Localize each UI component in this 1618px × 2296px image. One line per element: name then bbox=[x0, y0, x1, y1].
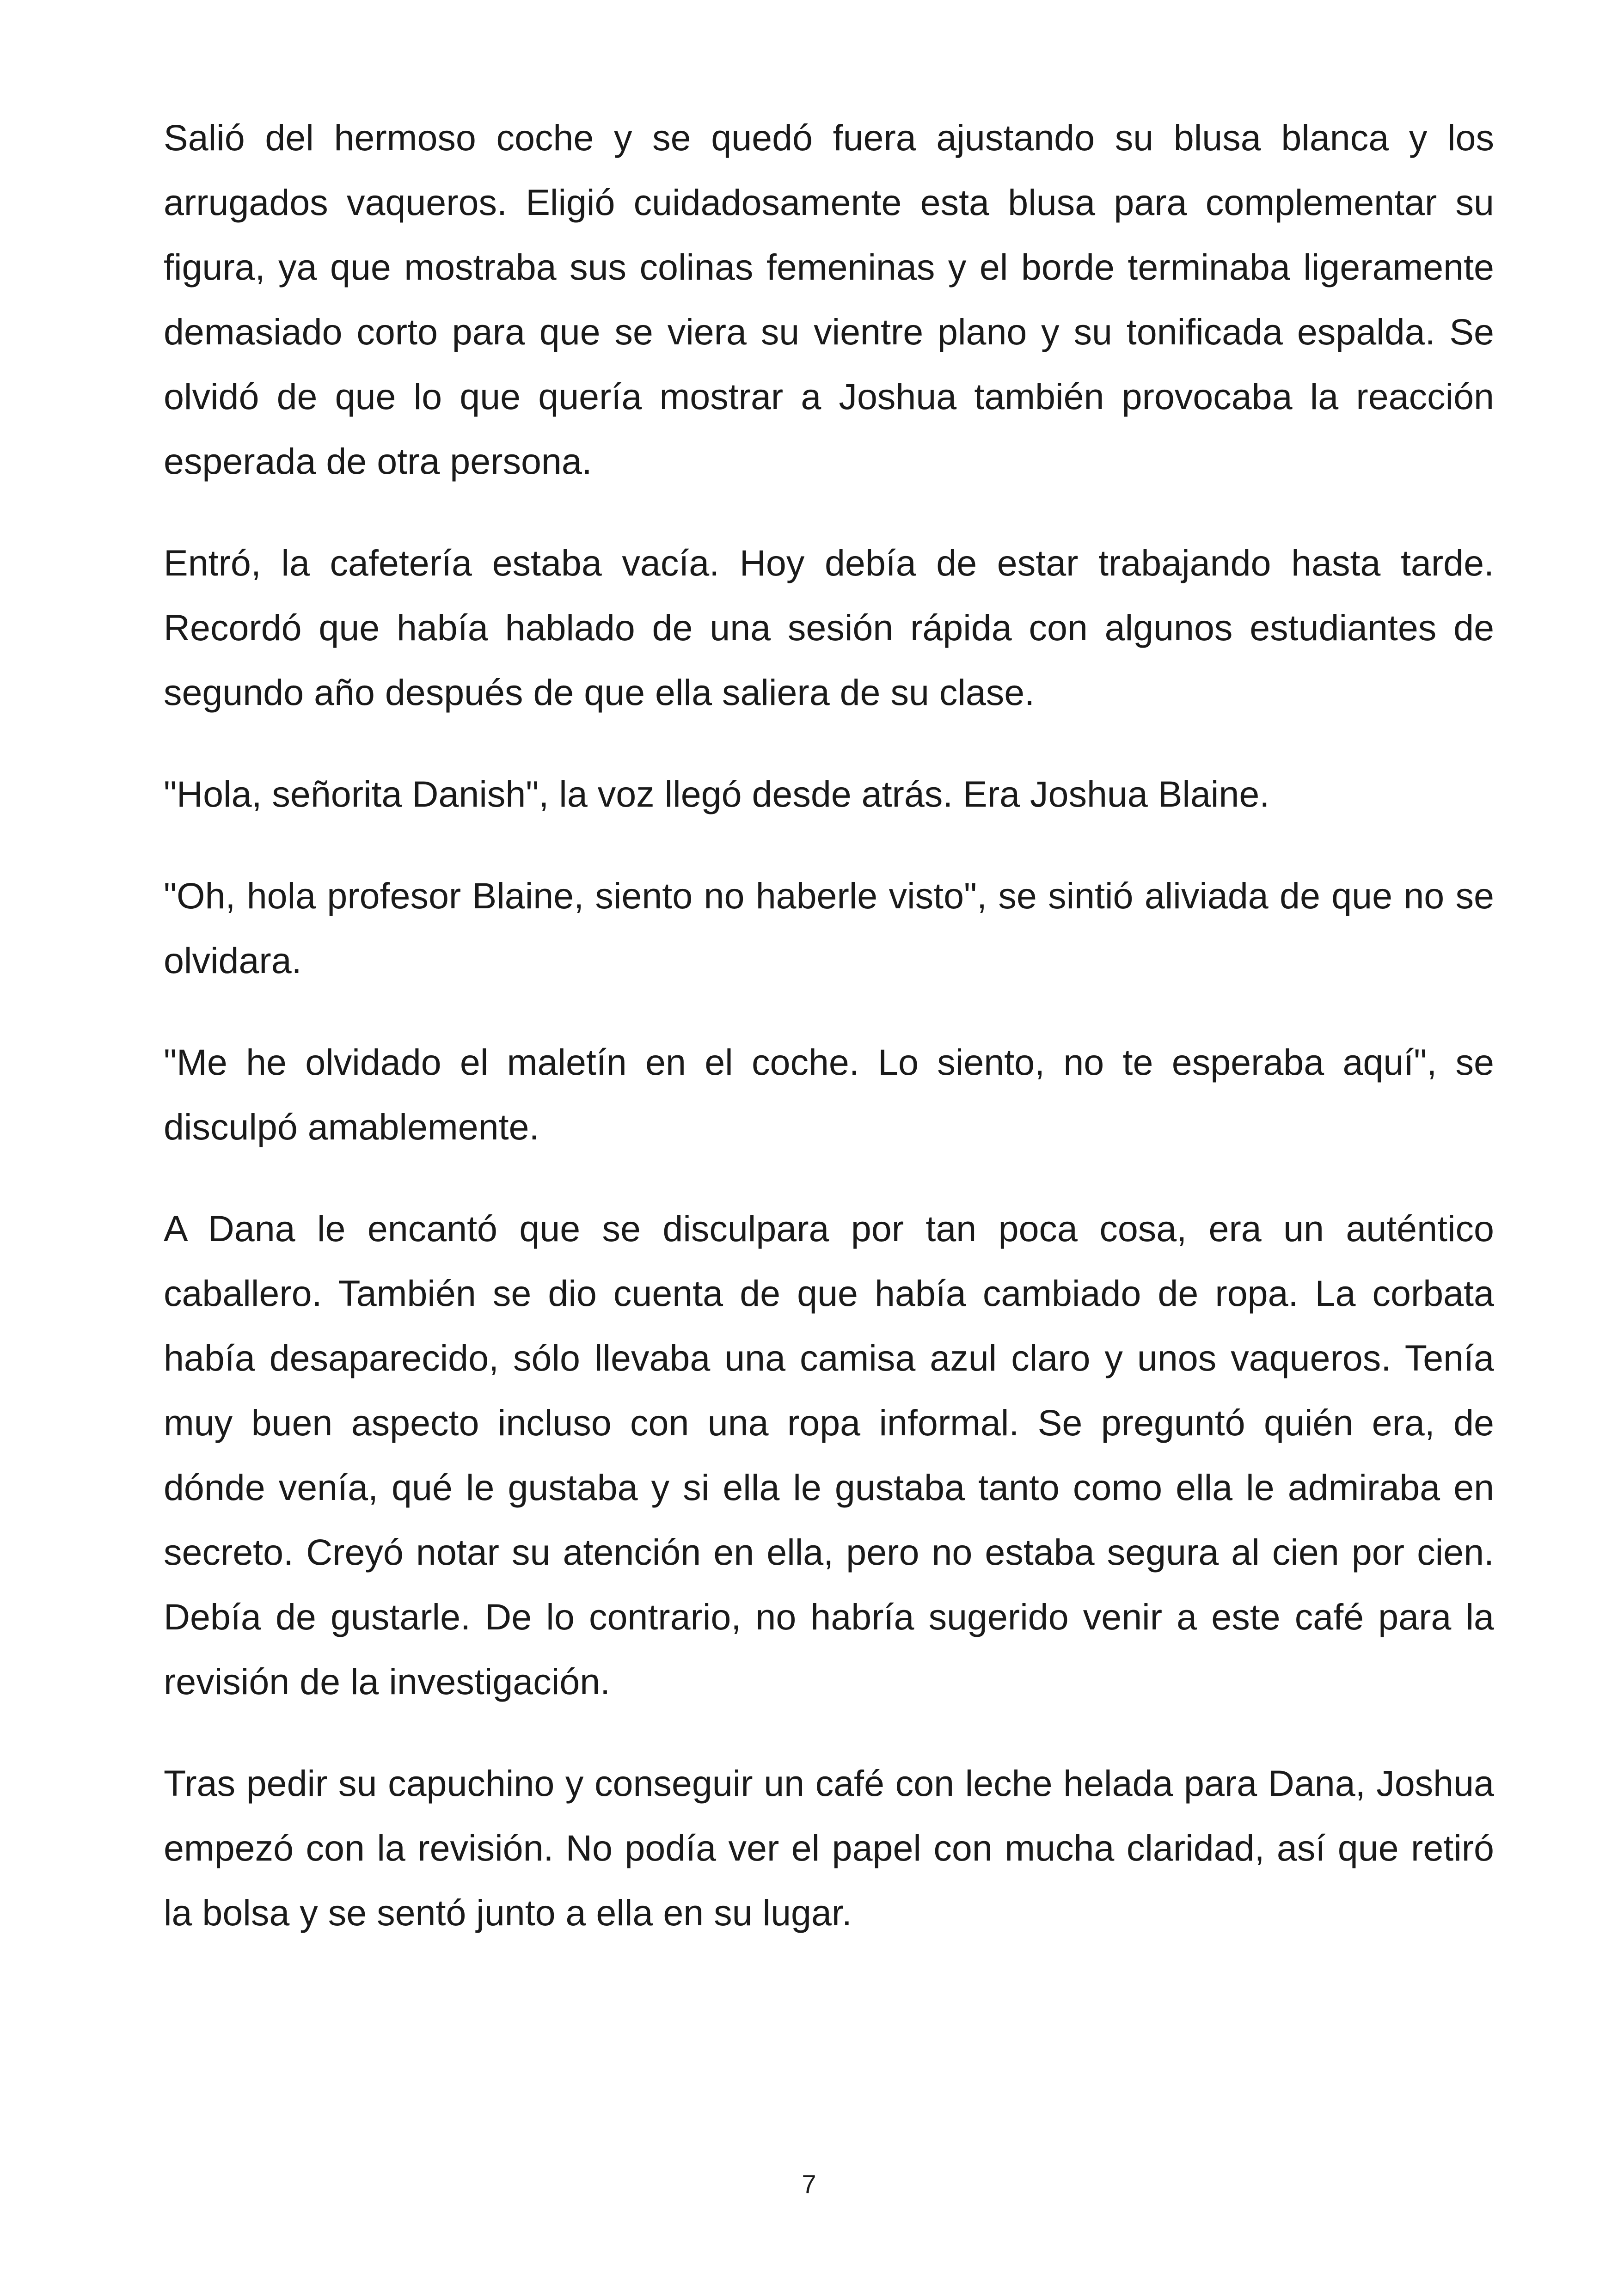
paragraph-7: Tras pedir su capuchino y conseguir un café con leche helada para Dana, Joshua empezó con la revisión. No podía ver el papel con mucha claridad, así que retiró la bolsa y se sentó junto a ella en su lugar. bbox=[164, 1763, 1494, 1933]
paragraph-4: "Oh, hola profesor Blaine, siento no haberle visto", se sintió aliviada de que no se olvidara. bbox=[164, 875, 1494, 981]
paragraph-2: Entró, la cafetería estaba vacía. Hoy debía de estar trabajando hasta tarde. Recordó que había hablado de una sesión rápida con algunos estudiantes de segundo año después de que ella saliera de su clase. bbox=[164, 542, 1494, 713]
paragraph-5: "Me he olvidado el maletín en el coche. Lo siento, no te esperaba aquí", se disculpó amablemente. bbox=[164, 1041, 1494, 1147]
paragraph-3: "Hola, señorita Danish", la voz llegó desde atrás. Era Joshua Blaine. bbox=[164, 773, 1270, 814]
text-body bbox=[164, 105, 1494, 1982]
page-number: 7 bbox=[802, 2169, 816, 2198]
paragraph-1: Salió del hermoso coche y se quedó fuera ajustando su blusa blanca y los arrugados vaqueros. Eligió cuidadosamente esta blusa para complementar su figura, ya que mostraba sus colinas femeninas y el borde terminaba ligeramente demasiado corto para que se viera su vientre plano y su tonificada espalda. Se olvidó de que lo que quería mostrar a Joshua también provocaba la reacción esperada de otra persona. bbox=[164, 117, 1494, 482]
paragraph-6: A Dana le encantó que se disculpara por tan poca cosa, era un auténtico caballero. También se dio cuenta de que había cambiado de ropa. La corbata había desaparecido, sólo llevaba una camisa azul claro y unos vaqueros. Tenía muy buen aspecto incluso con una ropa informal. Se preguntó quién era, de dónde venía, qué le gustaba y si ella le gustaba tanto como ella le admiraba en secreto. Creyó notar su atención en ella, pero no estaba segura al cien por cien. Debía de gustarle. De lo contrario, no habría sugerido venir a este café para la revisión de la investigación. bbox=[164, 1208, 1494, 1702]
